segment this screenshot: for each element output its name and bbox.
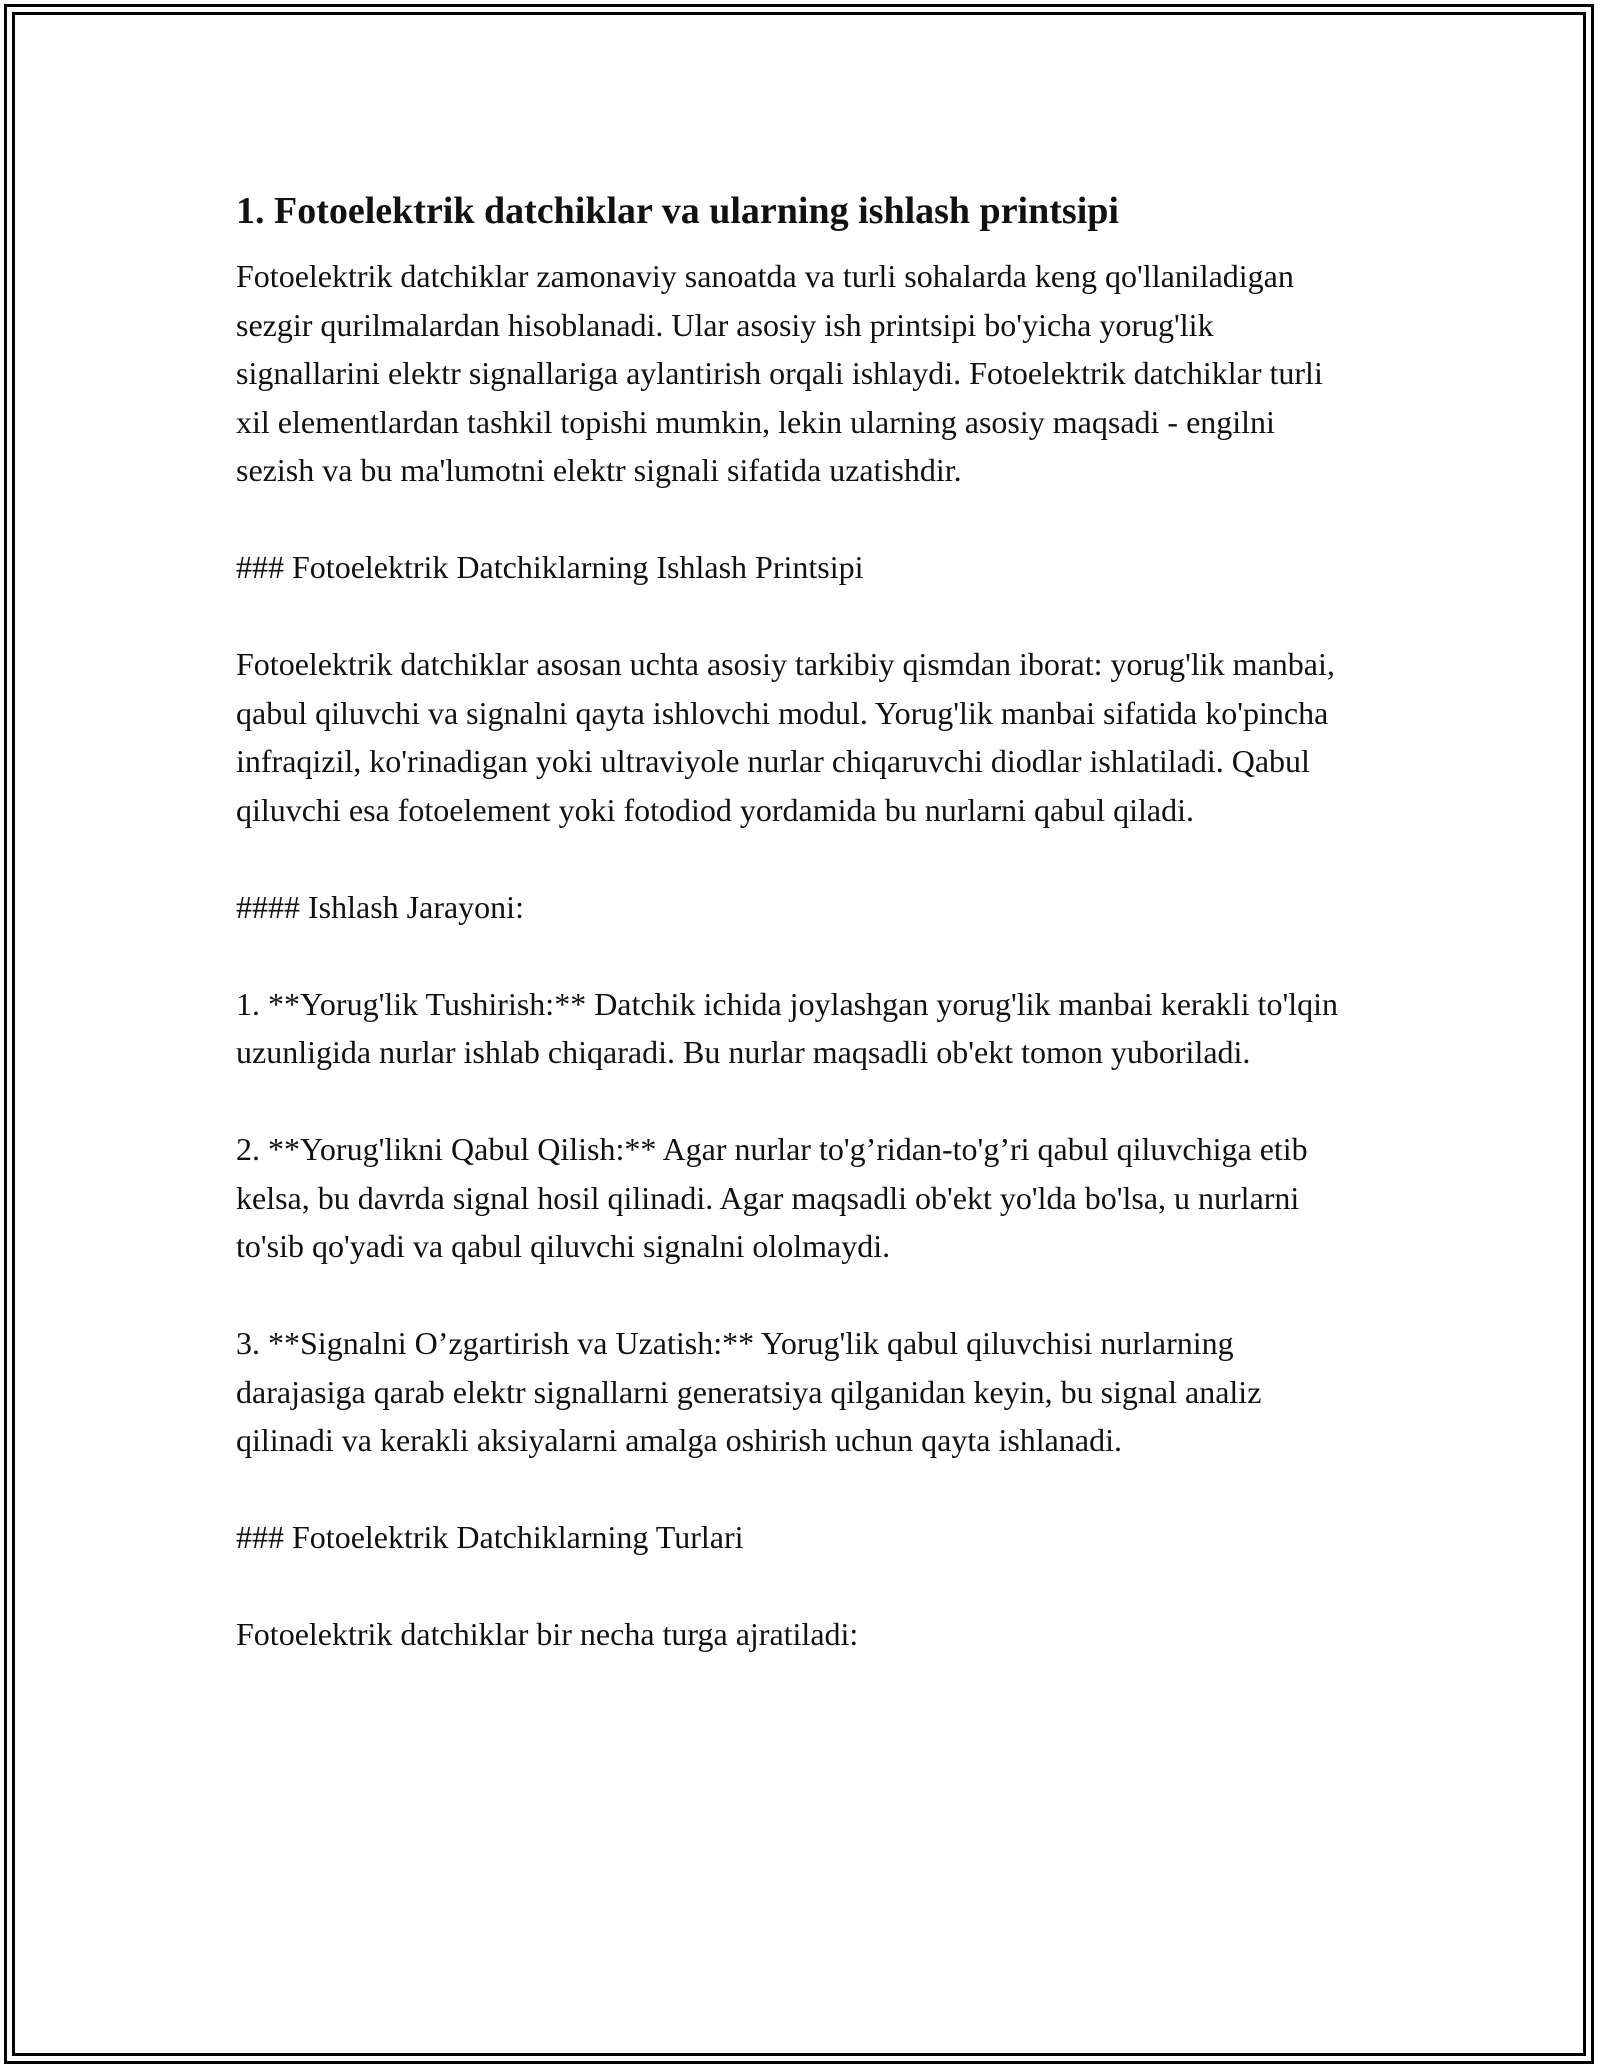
section-heading: ### Fotoelektrik Datchiklarning Ishlash Printsipi: [236, 549, 864, 585]
components-paragraph: Fotoelektrik datchiklar asosan uchta asosiy tarkibiy qismdan iborat: yorug'lik manbai, qabul qiluvchi va signalni qayta ishlovchi modul. Yorug'lik manbai sifatida ko'pincha infraqizil, ko'rinadigan yoki ultraviyole nurlar chiqaruvchi diodlar ishlatiladi. Qabul qiluvchi esa fotoelement yoki fotodiod yordamida bu nurlarni qabul qiladi.: [236, 646, 1335, 828]
intro-paragraph: Fotoelektrik datchiklar zamonaviy sanoatda va turli sohalarda keng qo'llaniladigan sezgir qurilmalardan hisoblanadi. Ular asosiy ish printsipi bo'yicha yorug'lik signallarini elektr signallariga aylantirish orqali ishlaydi. Fotoelektrik datchiklar turli xil elementlardan tashkil topishi mumkin, lekin ularning asosiy maqsadi - engilni sezish va bu ma'lumotni elektr signali sifatida uzatishdir.: [236, 258, 1323, 488]
paragraph-spacer: [236, 931, 1356, 980]
paragraph-spacer: [236, 834, 1356, 883]
paragraph-spacer: [236, 1562, 1356, 1611]
document-title: 1. Fotoelektrik datchiklar va ularning ishlash printsipi: [236, 190, 1119, 232]
list-item: 3. **Signalni O’zgartirish va Uzatish:** Yorug'lik qabul qiluvchisi nurlarning darajasiga qarab elektr signallarni generatsiya qilganidan keyin, bu signal analiz qilinadi va kerakli aksiyalarni amalga oshirish uchun qayta ishlanadi.: [236, 1325, 1262, 1458]
paragraph-spacer: [236, 1271, 1356, 1320]
section-heading: ### Fotoelektrik Datchiklarning Turlari: [236, 1519, 744, 1555]
paragraph-spacer: [236, 1465, 1356, 1514]
list-item: 1. **Yorug'lik Tushirish:** Datchik ichida joylashgan yorug'lik manbai kerakli to'lqin uzunligida nurlar ishlab chiqaradi. Bu nurlar maqsadli ob'ekt tomon yuboriladi.: [236, 985, 1338, 1070]
list-item: 2. **Yorug'likni Qabul Qilish:** Agar nurlar to'g’ridan-to'g’ri qabul qiluvchiga etib kelsa, bu davrda signal hosil qilinadi. Agar maqsadli ob'ekt yo'lda bo'lsa, u nurlarni to'sib qo'yadi va qabul qiluvchi signalni ololmaydi.: [236, 1131, 1308, 1264]
paragraph-spacer: [236, 1077, 1356, 1126]
paragraph-spacer: [236, 495, 1356, 544]
subsection-heading: #### Ishlash Jarayoni:: [236, 888, 524, 925]
document-body: [236, 186, 1356, 1659]
closing-paragraph: Fotoelektrik datchiklar bir necha turga ajratiladi:: [236, 1616, 859, 1652]
paragraph-spacer: [236, 592, 1356, 641]
